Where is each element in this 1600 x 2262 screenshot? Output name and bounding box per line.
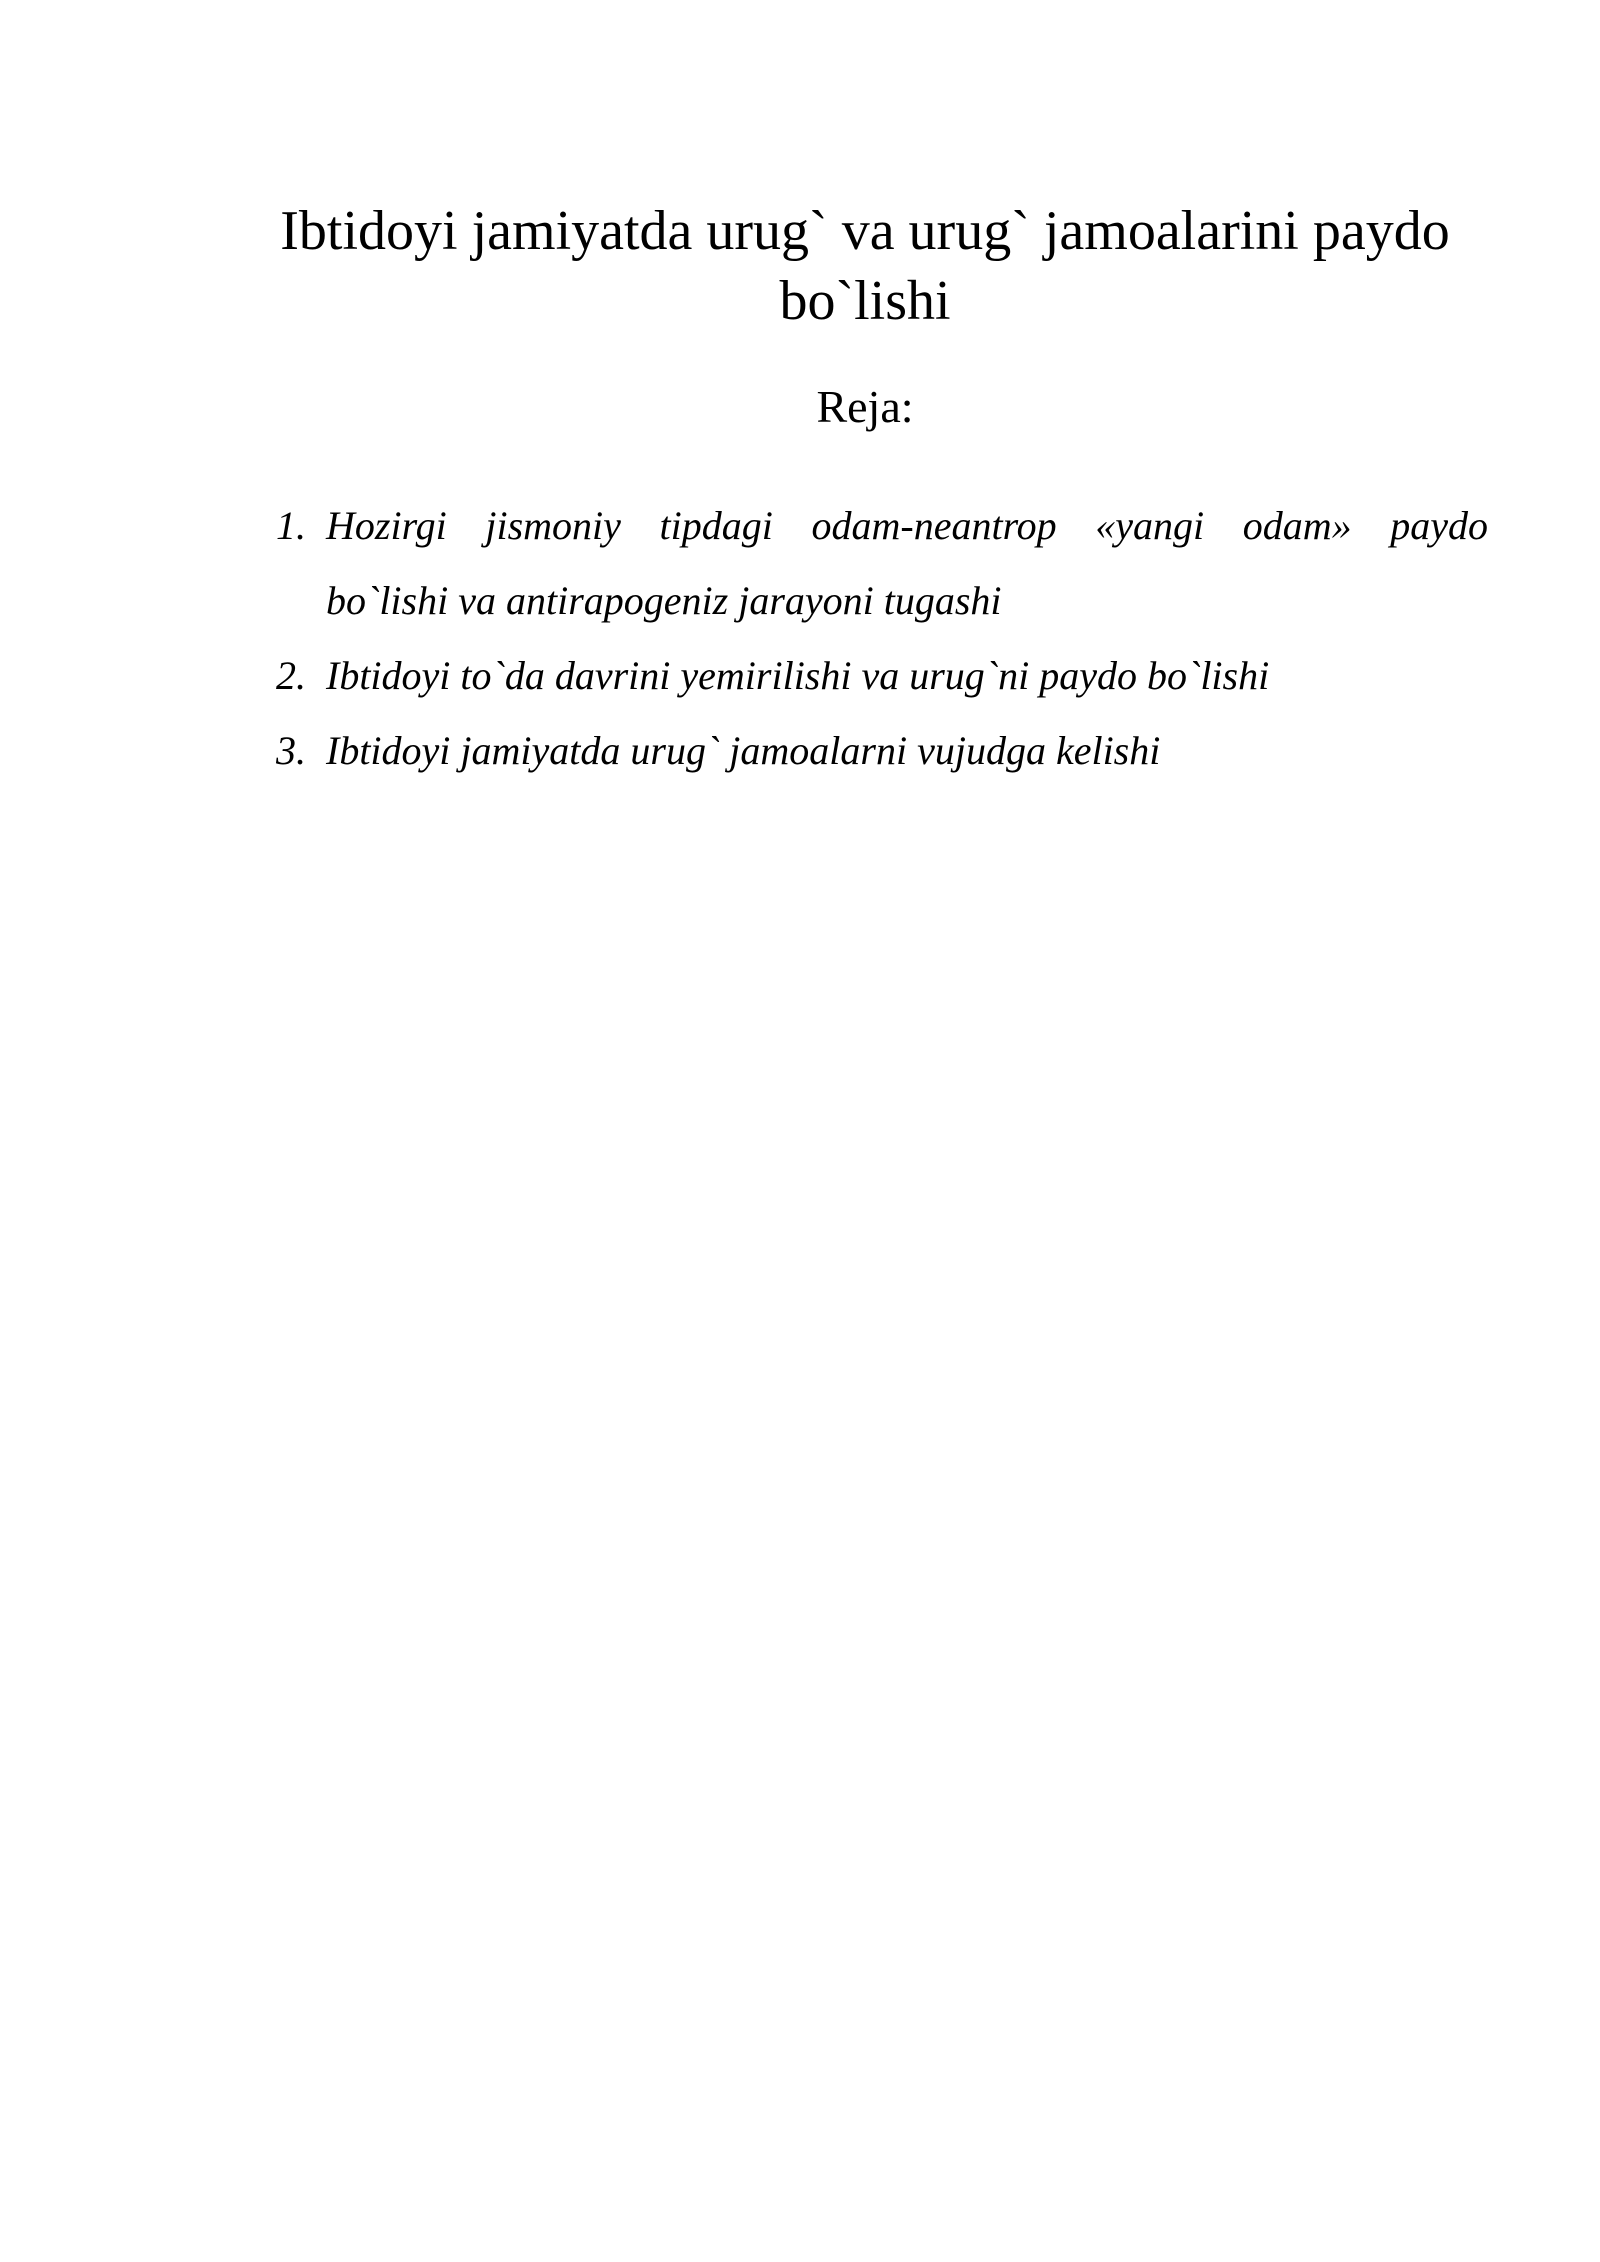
document-title: Ibtidoyi jamiyatda urug` va urug` jamoalarini paydo bo`lishi [280,200,1450,332]
plan-item-text: Ibtidoyi jamiyatda urug` jamoalarni vujudga kelishi [326,728,1161,773]
plan-item-number: 3. [276,728,306,773]
plan-list [276,488,1488,788]
plan-item-2 [276,638,1488,713]
plan-item-text-line-1: Hozirgi jismoniy tipdagi odam-neantrop «yangi odam» paydo [326,503,1488,548]
plan-item-number: 1. [276,503,306,548]
plan-item-text-line-2: bo`lishi va antirapogeniz jarayoni tugashi [326,578,1002,623]
plan-item-text: Ibtidoyi to`da davrini yemirilishi va urug`ni paydo bo`lishi [326,653,1270,698]
plan-item-number: 2. [276,653,306,698]
plan-item-3 [276,713,1488,788]
plan-heading: Reja: [816,381,914,432]
plan-item-1 [276,488,1488,638]
